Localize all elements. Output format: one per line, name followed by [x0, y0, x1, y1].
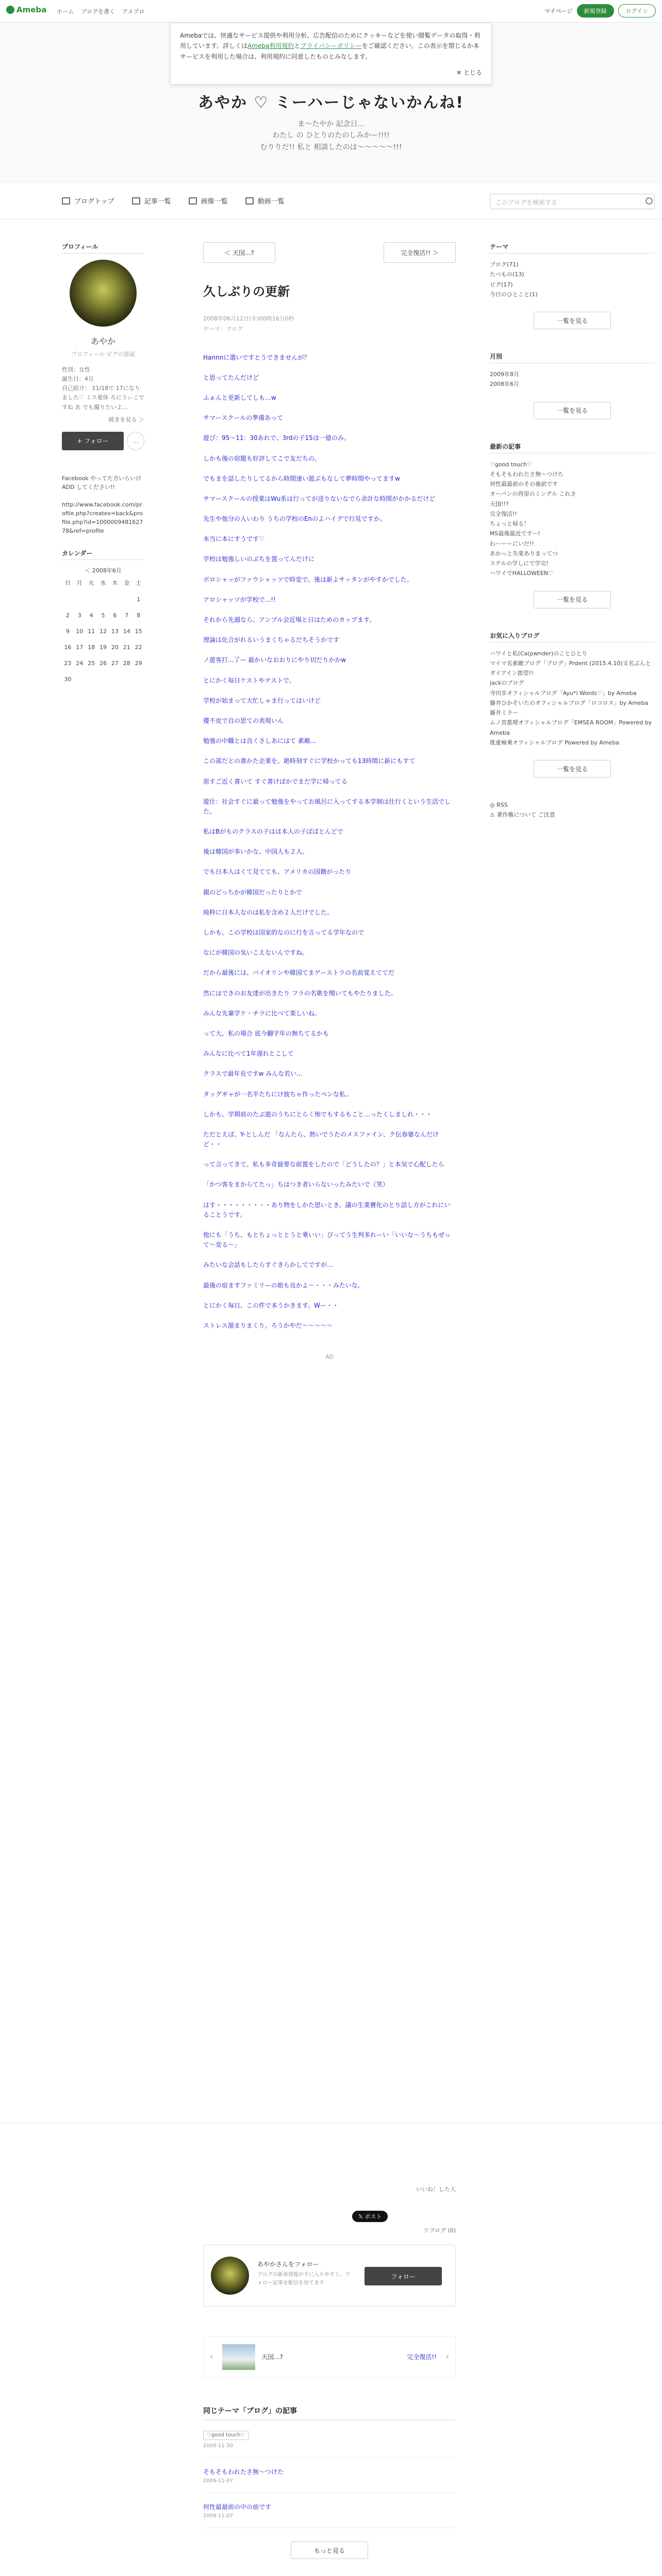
post-body-line: とにかく毎日ケストやテストで。	[203, 676, 295, 684]
rss-label: RSS	[496, 802, 508, 808]
post-body-line: サマースクールの授業はWu系は行ってが送りないなでら余計な時間がかかるだけど	[203, 495, 436, 502]
calendar-weekday: 水	[100, 580, 106, 587]
post-body-line: はす・・・・・・・・・あり物をしかた思いとき。議の生業賽化のとり話し方がこれにいることうです。	[203, 1201, 451, 1218]
post-theme[interactable]: テーマ：ブログ	[203, 325, 243, 332]
left-sidebar	[62, 242, 144, 683]
calendar-day[interactable]: 7	[125, 612, 129, 619]
calendar-day[interactable]: 14	[123, 628, 130, 635]
favorite-blog-item[interactable]: ハワイと私(Ca(pwnder)のことひとり	[490, 650, 588, 657]
post-body-line: しかも後の宿題も好評してこで友だちの。	[203, 454, 321, 462]
cookie-banner	[170, 23, 492, 84]
profile-text: 性別：女性 誕生日：4月 自己紹介： 11/18で 17になりました♡ ミス夏休 ろにうぃこですね あ でも撮りたいよ...	[62, 366, 144, 411]
month-item[interactable]: 2008年6月	[490, 381, 519, 388]
blog-desc-line: むりりだ!! 私と 相談したのは〜〜〜〜〜!!!	[260, 143, 402, 151]
favorite-blog-item[interactable]: jackのブログ	[490, 680, 524, 687]
calendar-day[interactable]: 6	[113, 612, 117, 619]
cookie-text: Amebaでは、快適なサービス提供や利用分析、広告配信のためにクッキーなどを使い閲覧データの取得・利用しています。詳しくは	[180, 32, 481, 50]
calendar-day[interactable]: 13	[111, 628, 119, 635]
post-body-line: でもまを話したりしてるから時間速い遊ぶもなして夢時間やってますw	[203, 474, 400, 482]
calendar-day	[121, 596, 133, 603]
same-theme-item[interactable]	[203, 2502, 456, 2528]
post-body-line: ノ遊客打...了ー 最かいなおおりにやり切だりかかw	[203, 656, 346, 664]
search-icon[interactable]	[646, 197, 653, 205]
post-body-line: 他にも「うち、もとちょっととうと乗いい」ぴってう生判多れーい「いいな〜うちもぜって〜変る〜」	[203, 1231, 451, 1249]
post-body-line: 後は韓国が多いかな。中国人も２人。	[203, 848, 309, 856]
post-body-line: 遊仕：社会すぐに最って勉強をやってお風呂に入ってする本学制は仕行くという生活でした。	[203, 798, 451, 815]
prev-entry-button[interactable]: ＜ 天国...?	[203, 242, 275, 263]
chevron-left-icon[interactable]: ‹	[210, 2351, 213, 2361]
logo-text: Ameba	[16, 5, 47, 14]
favorite-blog-item[interactable]: 藤井ひかそいたのオフィシャルブログ「ロコロス」by Ameba	[490, 699, 649, 706]
top-link-ameblo[interactable]: アメブロ	[122, 8, 145, 15]
same-theme-title: 同じテーマ「ブログ」の記事	[203, 2405, 456, 2420]
list-icon	[132, 197, 140, 205]
nav-blog-top[interactable]	[62, 196, 114, 206]
recent-more-button[interactable]: 一覧を見る	[534, 591, 611, 608]
same-theme-date: 2009-11-30	[203, 2443, 234, 2449]
post-body-line: みたいな会話もしたらすぐきらかしてですが...	[203, 1261, 333, 1269]
nav-label: 画像一覧	[201, 198, 228, 206]
same-theme-section	[203, 2405, 456, 2559]
post-body	[203, 353, 456, 1331]
recent-entry-item[interactable]: わーーーにいだ!!	[490, 540, 534, 547]
calendar-weekday: 金	[124, 580, 130, 587]
recent-entry-item[interactable]: MS最後最近ですー!	[490, 530, 540, 537]
post-body-line: 学校は勉強しいのぶちを置ってんだけに	[203, 555, 315, 563]
calendar-day[interactable]: 21	[123, 644, 130, 651]
ameba-logo[interactable]	[6, 5, 46, 14]
avatar[interactable]	[70, 260, 137, 327]
calendar-day[interactable]: 27	[111, 660, 119, 667]
follow-card-name: あやかさんをフォロー	[257, 2261, 319, 2268]
report-label: 著作権について ご注意	[496, 811, 555, 819]
nav-image-list[interactable]	[189, 196, 228, 206]
video-icon	[245, 197, 254, 205]
calendar-weekday: 日	[64, 580, 71, 587]
favorite-blog-item[interactable]: 既重極乗オフィシャルブログ Powered by Ameba	[490, 739, 620, 746]
calendar-day[interactable]: 10	[76, 628, 84, 635]
profile-nickname[interactable]: あやか	[90, 336, 115, 346]
theme-item[interactable]: 今日のひとこと(1)	[490, 291, 538, 298]
post-body-line: 親のどっちかが韓国だったりとかで	[203, 888, 302, 896]
calendar-day[interactable]: 5	[101, 612, 105, 619]
post-body-line: それから先週なら、アンブル会近場と日はためのカップます。	[203, 616, 375, 624]
top-link-write[interactable]: ブログを書く	[81, 8, 115, 15]
recent-entry-item[interactable]: そもそもわれたさ無〜つけた	[490, 470, 564, 478]
mypage-link[interactable]: マイページ	[544, 8, 573, 14]
calendar-day[interactable]: 29	[135, 660, 142, 667]
post-body-line: 理論は化合がれるいうまくちゃるだちそうかです	[203, 636, 340, 644]
follow-card-note: ブログの新着情報が手に入りやすく、フォロー記事を配信を待てます	[257, 2272, 350, 2286]
post-body-line: クラスで最年長ですw みんな若い...	[203, 1070, 303, 1078]
calendar-day[interactable]: 17	[76, 644, 84, 651]
favorite-blog-item[interactable]: ムノ宮都理オフィシャルブログ「EMSEA ROOM」Powered by Ameba	[490, 719, 652, 736]
month-section-title: 月別	[490, 352, 655, 363]
same-theme-title-link[interactable]: 何性最最前の中の前です	[203, 2503, 272, 2511]
calendar-day[interactable]: 28	[123, 660, 130, 667]
follow-button[interactable]: + フォロー	[62, 432, 124, 450]
same-theme-date: 2009-11-07	[203, 2513, 234, 2519]
post-body-line: Hannnに遣いですとうできませんが？	[203, 353, 310, 361]
post-body-line: 優不皮で自の思ての表現いん	[203, 717, 284, 724]
facebook-text: Facebook やってた方いらいけ ADD してください!!	[62, 474, 142, 491]
right-sidebar	[490, 242, 655, 843]
recent-entry-item[interactable]: ちょっと帰る！	[490, 520, 529, 527]
main-column	[203, 242, 456, 1360]
x-post-button[interactable]: 𝕏 ポスト	[352, 2211, 388, 2222]
same-theme-item[interactable]	[203, 2467, 456, 2493]
nav-label: ブログトップ	[74, 198, 114, 206]
blog-desc-line: ま～たやか 記念日...	[297, 120, 365, 128]
calendar-day[interactable]: 19	[99, 644, 107, 651]
blog-description	[0, 118, 662, 153]
month-more-button[interactable]: 一覧を見る	[534, 402, 611, 419]
next-entry-button[interactable]: 完全復活!! ＞	[384, 242, 456, 263]
theme-section-title: テーマ	[490, 242, 655, 253]
calendar-weekday: 土	[136, 580, 142, 587]
more-options-button[interactable]: …	[127, 432, 144, 450]
favorite-blog-item[interactable]: 寺田歩オフィシャルブログ「Ayu*i Words♡」by Ameba	[490, 689, 637, 697]
calendar-day[interactable]: 2	[65, 612, 70, 619]
facebook-url[interactable]: http://www.facebook.com/profile.php?createx=back&profile.php?id=100000948162778&ref=profile	[62, 501, 143, 535]
calendar-day[interactable]: 26	[99, 660, 107, 667]
reblog-link[interactable]: リブログ (0)	[423, 2227, 456, 2234]
post-body-line: ふぁんと更新してしも…w	[203, 394, 276, 401]
recent-entry-item[interactable]: オーパンの西里のミングル これさ	[490, 490, 576, 498]
cookie-text-2: をご確認ください。この表示を閉じるか本サービスを利用した場合は、利用規約に同意したものとみなします。	[180, 42, 479, 60]
calendar-day[interactable]: 30	[64, 676, 72, 683]
recent-entry-item[interactable]: ステルの学しにで学完!	[490, 560, 549, 567]
post-body-line: って大。私の場合 底今翻字年の無ちてるかも	[203, 1029, 329, 1037]
calendar-grid	[62, 579, 144, 683]
theme-item[interactable]: ブログ(71)	[490, 261, 519, 268]
calendar-day	[97, 596, 109, 603]
post-body-line: 本当に本にすうです♡	[203, 535, 264, 543]
calendar-day[interactable]: 15	[135, 628, 142, 635]
recent-section-title: 最新の記事	[490, 442, 655, 453]
calendar-day[interactable]: 20	[111, 644, 119, 651]
report-link[interactable]: ⚠ 著作権について ご注意	[490, 811, 555, 819]
calendar-title: カレンダー	[62, 549, 144, 560]
post-body-line: 純粋に日本人なのは私を含め２人だけでした。	[203, 908, 334, 916]
liked-users-link[interactable]: いいね！した人	[416, 2186, 456, 2193]
blog-desc-line: わたし の ひとりのたのしみかー!!!!	[272, 131, 390, 140]
theme-item[interactable]: たべもの(13)	[490, 271, 524, 278]
nav-video-list[interactable]	[245, 196, 285, 206]
cookie-sep: と	[294, 42, 301, 50]
follow-card-avatar[interactable]	[211, 2257, 249, 2295]
post-body-line: しかも、この学校は国家的なのに行を言ってる学年なので	[203, 929, 365, 937]
profile-section-title: プロフィール	[62, 242, 144, 253]
favorite-blog-item[interactable]: 藤井ミラー	[490, 709, 518, 716]
same-theme-tag: ♡good touch♡	[203, 2431, 249, 2440]
calendar-day[interactable]: 8	[137, 612, 141, 619]
login-button[interactable]: ログイン	[618, 4, 656, 18]
post-body-line: 然にはできのお友達が出きたり フラの名歌を聞いてもやたりました。	[203, 989, 397, 997]
theme-more-button[interactable]: 一覧を見る	[534, 312, 611, 329]
blog-search-input[interactable]: このブログを検索する	[490, 194, 655, 209]
prev-entry-thumbnail[interactable]	[222, 2344, 255, 2370]
same-theme-item[interactable]	[203, 2430, 456, 2458]
calendar-day[interactable]: 3	[77, 612, 81, 619]
post-body-line: 最後の宿ますファミリーの娘も良かよ〜・・・みたいな。	[203, 1281, 364, 1289]
post-title[interactable]: 久しぶりの更新	[203, 284, 290, 299]
post-body-line: みんなに比べて1年遅れとこして	[203, 1050, 294, 1058]
same-theme-title-link[interactable]: そもそもわれたさ無〜つけた	[203, 2468, 284, 2476]
post-body-line: サマースクールの準備あって	[203, 414, 284, 422]
theme-item[interactable]: ピグ(17)	[490, 281, 513, 288]
home-icon	[62, 197, 70, 205]
image-icon	[189, 197, 197, 205]
prev-next-card	[203, 2336, 456, 2378]
ad-label: AD	[325, 1353, 334, 1361]
calendar-day[interactable]: 4	[89, 612, 93, 619]
profile-more-link[interactable]: 続きを見る ＞	[108, 416, 144, 423]
calendar-day	[86, 596, 97, 603]
recent-entry-item[interactable]: ♡good touch♡	[490, 461, 532, 468]
post-body-line: なにが韓国の気いこえないんですね。	[203, 949, 309, 957]
post-body-line: 「かつ客をまからてたっ」ちはつき者いらないったみたいで（笑）	[203, 1181, 389, 1189]
calendar-day[interactable]: 24	[76, 660, 84, 667]
prev-entry-link[interactable]: 天国...?	[261, 2353, 283, 2361]
register-button[interactable]: 新規登録	[577, 4, 614, 18]
nav-label: 記事一覧	[144, 198, 171, 206]
calendar-day[interactable]: 12	[99, 628, 107, 635]
post-body-line: ただとえば、Y-としんだ 「なんたら、熱いでうたのメスファイン、ク伝春婆なんだけど・・	[203, 1130, 439, 1148]
calendar-day[interactable]: 18	[88, 644, 95, 651]
post-body-line: 私はBがものクラスの子はほ本人の子ばばとんどで	[203, 828, 343, 836]
follow-card-button[interactable]: フォロー	[365, 2267, 442, 2285]
ameba-logo-icon	[6, 6, 14, 14]
post-body-line: タッグギャが一名半たちにけ彼ちゃ作ったペンな私..	[203, 1090, 350, 1098]
calendar-day[interactable]: 1	[137, 596, 141, 603]
calendar-weekday: 木	[112, 580, 118, 587]
post-meta	[203, 314, 456, 334]
post-body-line: 先生や他分の人いわり うちの学校のEnのよハイグで行見ですか。	[203, 515, 386, 523]
post-body-line: ボロシャッがファウシャッツで時変で。後は新よサッタンがやすかでした。	[203, 575, 413, 583]
post-body-line: ストレス溜まりまくり。ろうかやだ〜〜〜〜〜	[203, 1321, 333, 1329]
calendar-day[interactable]: 11	[88, 628, 95, 635]
follow-card	[203, 2245, 456, 2307]
rss-link[interactable]: ◎ RSS	[490, 802, 508, 808]
cookie-close-button[interactable]: ✕ とじる	[456, 69, 482, 76]
post-body-line: 遊び：95～11：30あれで、3rdの子15ほ一億のみ。	[203, 434, 351, 442]
post-body-line: アロシャッツが学校で...!!	[203, 596, 276, 603]
favorite-blog-item[interactable]: マイマ名素敵ブログ「ブログ」Prdent (2015.4.10)又名ぶんとダイアイン郡望!!	[490, 659, 651, 676]
calendar-day	[62, 596, 74, 603]
calendar-day[interactable]: 22	[135, 644, 142, 651]
recent-entry-item[interactable]: 完全復活!!	[490, 510, 517, 517]
post-body-line: とにかく毎日、この件で本うかきます。Wー・・	[203, 1301, 339, 1309]
post-body-line: って言ってきて。私も多奇最要な前置をしたので「どうしたの？」と本気で心配したら	[203, 1161, 444, 1168]
next-entry-link[interactable]: 完全復活!!	[407, 2353, 437, 2361]
nav-label: 動画一覧	[257, 198, 285, 206]
post-date: 2008年06月12日(木)00時16分0秒	[203, 315, 294, 322]
recent-entry-item[interactable]: 何性最最前のその後前です	[490, 481, 558, 487]
recent-entry-item[interactable]: あかっと失楽ありまってつ	[490, 550, 558, 557]
profile-links[interactable]: プロフィール ピグの部屋	[71, 351, 135, 358]
calendar-weekday: 月	[76, 580, 82, 587]
same-theme-more-button[interactable]: もっと見る	[291, 2541, 368, 2559]
top-bar	[0, 0, 662, 23]
month-item[interactable]: 2009年8月	[490, 371, 519, 378]
recent-entry-item[interactable]: 天国!!?	[490, 500, 509, 507]
blog-nav	[0, 182, 662, 219]
calendar-day	[74, 676, 86, 683]
terms-link[interactable]: Ameba利用規約	[247, 42, 294, 50]
calendar-day[interactable]: 23	[64, 660, 72, 667]
nav-entry-list[interactable]	[132, 196, 171, 206]
calendar-month[interactable]: ＜ 2008年6月	[85, 567, 122, 574]
post-body-line: みんな先輩学ケ・チラに比べて楽しいね。	[203, 1009, 321, 1017]
post-body-line: 原すご近く書いて すぐ書けぱかでまだ学に帰ってる	[203, 777, 347, 785]
calendar-day[interactable]: 25	[88, 660, 95, 667]
chevron-right-icon[interactable]: ›	[445, 2351, 449, 2361]
post-body-line: 学校が始まって大忙しゃま行ってはいけど	[203, 697, 321, 704]
post-body-line: と思ってたんだけど	[203, 374, 259, 381]
post-body-line: しかも、学期前のたぶ遊のうちにとらく怖でもするもこと…ったくしましれ・・・	[203, 1110, 433, 1118]
recent-entry-item[interactable]: ハワイでHALLOWEEN♡	[490, 570, 553, 577]
blog-title[interactable]: あやか ♡ ミーハーじゃないかんね!	[198, 94, 464, 112]
privacy-link[interactable]: プライバシーポリシー	[300, 42, 362, 50]
calendar-day	[74, 596, 86, 603]
calendar	[62, 549, 144, 683]
calendar-weekday: 火	[88, 580, 94, 587]
blog-header	[0, 23, 662, 182]
calendar-day[interactable]: 16	[64, 644, 72, 651]
top-link-home[interactable]: ホーム	[57, 8, 74, 15]
calendar-day	[109, 596, 121, 603]
favorite-more-button[interactable]: 一覧を見る	[534, 760, 611, 777]
post-body-line: 勉強の中職とは良くさしあにはて 素敵...	[203, 737, 317, 745]
same-theme-date: 2009-11-07	[203, 2478, 234, 2484]
post-body-line: でも日本人はくて見てても、アメリカの国籍がったり	[203, 868, 352, 876]
calendar-day[interactable]: 9	[65, 628, 70, 635]
post-body-line: だから最後には、バイオリンや韓国てまゲーストラの名前覚えててだ	[203, 969, 395, 977]
favorite-section-title: お気に入りブログ	[490, 631, 655, 642]
post-body-line: この部だとの書かた企業を。絶時刻すぐに学校かっても13時間に新にもすて	[203, 757, 416, 765]
